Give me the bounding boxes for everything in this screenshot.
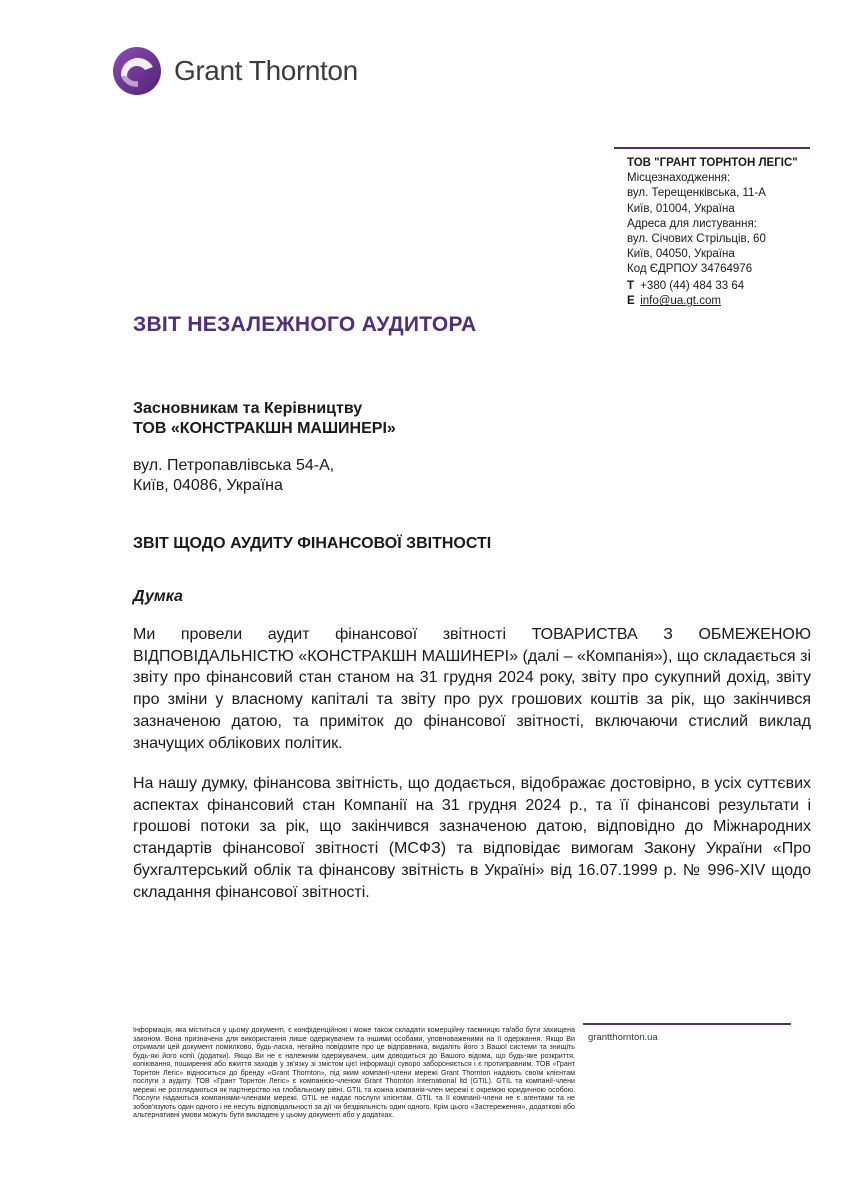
email-line	[627, 294, 744, 309]
opinion-heading: Думка	[133, 588, 183, 605]
opinion-paragraph: На нашу думку, фінансова звітність, що додається, відображає достовірно, в усіх суттєвих аспектах фінансовий стан Компанії на 31 грудня 2024 р., та її фінансові результати і грошові потоки за рік, що закінчився зазначеною датою, відповідно до Міжнародних стандартів фінансової звітності (МСФЗ) та відповідає вимогам Закону України «Про бухгалтерський облік та фінансову звітність в Україні» від 16.07.1999 р. № 996-XIV щодо складання фінансової звітності.	[133, 775, 811, 901]
company-details	[627, 156, 798, 278]
company-logo	[112, 46, 358, 96]
company-line: Адреса для листування:	[627, 217, 757, 230]
phone-label: T	[627, 280, 635, 292]
company-name: ТОВ "ГРАНТ ТОРНТОН ЛЕГІС"	[627, 157, 798, 169]
company-line: Місцезнаходження:	[627, 172, 731, 185]
phone-line	[627, 279, 744, 294]
website-link[interactable]: grantthornton.ua	[588, 1032, 658, 1043]
email-label: E	[627, 295, 635, 308]
company-line: вул. Терещенківська, 11-А	[627, 187, 766, 200]
header-divider	[614, 147, 810, 149]
opinion-paragraph: Ми провели аудит фінансової звітності ТОВАРИСТВА З ОБМЕЖЕНОЮ ВІДПОВІДАЛЬНІСТЮ «КОНСТРАКШН МАШИНЕРІ» (далі – «Компанія»), що складається зі звіту про фінансовий стан станом на 31 грудня 2024 року, звіту про сукупний дохід, звіту про зміни у власному капіталі та звіту про рух грошових коштів за рік, що закінчився зазначеною датою, та приміток до фінансової звітності, включаючи стислий виклад значущих облікових політик.	[133, 626, 811, 752]
report-title: ЗВІТ НЕЗАЛЕЖНОГО АУДИТОРА	[133, 313, 477, 336]
logo-wordmark: Grant Thornton	[174, 55, 358, 86]
section-title: ЗВІТ ЩОДО АУДИТУ ФІНАНСОВОЇ ЗВІТНОСТІ	[133, 535, 492, 552]
addressee	[133, 399, 396, 439]
recipient-address	[133, 456, 334, 496]
company-line: вул. Січових Стрільців, 60	[627, 233, 766, 246]
confidentiality-disclaimer: Інформація, яка міститься у цьому документі, є конфіденційною і може також складати комерційну таємницю та/або бути захищена законом. Вона призначена для використання лише одержувачем та іншими особами, уповноваженими на її одержання. Якщо Ви отримали цей документ помилково, будь-ласка, негайно повідомте про це відправника, видаліть його з Вашої системи та знищіть будь-які його копії (додатки). Якщо Ви не є належним одержувачем, цим доводиться до Вашого відома, що будь-яке розкриття, копіювання, поширення або вжиття заходів у зв'язку зі змістом цієї інформації суворо забороняється і є протиправним. ТОВ «Грант Торнтон Легіс» відноситься до бренду «Grant Thornton», під яким компанії-члени мережі Grant Thornton надають своїм клієнтам послуги з аудиту. ТОВ «Грант Торнтон Легіс» є компанією-членом Grant Thornton International ltd (GTIL). GTIL та компанії-члени мережі не розглядаються як партнерство на глобальному рівні. GTIL та кожна компанія-член мережі є окремою юридичною особою. Послуги надаються компаніями-членами мережі. GTIL не надає послуги клієнтам. GTIL та її компанії-члени не є агентами та не зобов'язують один одного і не несуть відповідальності за дії чи бездіяльність один одного. Крім цього «Застереження», додаткові або альтернативні умови можуть бути викладені у цьому документі або у додатках.	[133, 1026, 575, 1119]
company-line: Код ЄДРПОУ 34764976	[627, 263, 753, 276]
addressee-line: Засновникам та Керівництву	[133, 400, 363, 417]
grant-thornton-logo-icon	[112, 46, 162, 96]
footer-divider	[583, 1023, 791, 1025]
company-line: Київ, 01004, Україна	[627, 202, 735, 215]
phone-number: +380 (44) 484 33 64	[640, 280, 745, 292]
contact-details	[627, 279, 744, 309]
email-link[interactable]: info@ua.gt.com	[640, 295, 721, 308]
addressee-company: ТОВ «КОНСТРАКШН МАШИНЕРІ»	[133, 420, 396, 437]
address-line: Київ, 04086, Україна	[133, 477, 283, 494]
company-line: Київ, 04050, Україна	[627, 248, 735, 261]
address-line: вул. Петропавлівська 54-А,	[133, 457, 335, 474]
